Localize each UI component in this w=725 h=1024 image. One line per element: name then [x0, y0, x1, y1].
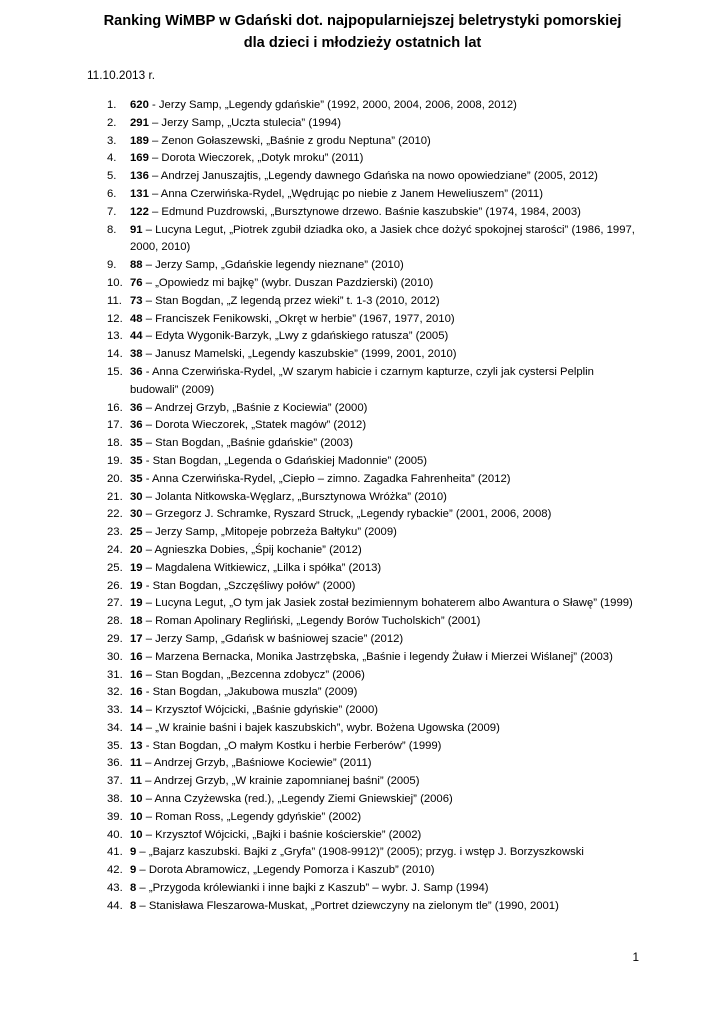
ranking-list-item [0, 862, 725, 880]
list-item-score: 9 [130, 864, 137, 877]
ranking-list-item [0, 791, 725, 809]
list-item-text: – Stan Bogdan, „Baśnie gdańskie” (2003) [142, 437, 353, 450]
ranking-list-item [0, 667, 725, 685]
ranking-list-item [0, 489, 725, 507]
ranking-list-item [0, 435, 725, 453]
list-item-number: 28. [107, 615, 123, 628]
list-item-text: – Andrzej Januszajtis, „Legendy dawnego Gdańska na nowo opowiedziane” (2005, 2012) [148, 170, 598, 183]
ranking-list-item [0, 755, 725, 773]
list-item-number: 13. [107, 330, 123, 343]
ranking-list-item [0, 150, 725, 168]
ranking-list-item [0, 311, 725, 329]
list-item-score: 11 [130, 775, 142, 788]
ranking-list-item [0, 417, 725, 435]
list-item-number: 1. [107, 99, 117, 111]
list-item-text: – Grzegorz J. Schramke, Ryszard Struck, „Legendy rybackie” (2001, 2006, 2008) [142, 508, 552, 521]
list-item-score: 73 [130, 294, 143, 307]
list-item-number: 29. [107, 632, 123, 645]
list-item-number: 44. [107, 899, 123, 912]
list-item-score: 16 [130, 686, 143, 699]
list-item-score: 11 [130, 757, 142, 770]
list-item-score: 48 [130, 312, 143, 325]
list-item-score: 17 [130, 632, 143, 645]
ranking-list-item [0, 578, 725, 596]
list-item-number: 23. [107, 526, 123, 539]
list-item-text: – Dorota Abramowicz, „Legendy Pomorza i Kaszub” (2010) [136, 864, 435, 877]
list-item-score: 9 [130, 846, 137, 859]
list-item-score: 35 [130, 472, 143, 485]
list-item-number: 19. [107, 454, 123, 467]
list-item-number: 26. [107, 579, 123, 592]
ranking-list-item [0, 257, 725, 275]
list-item-number: 8. [107, 223, 117, 236]
document-date: 11.10.2013 r. [87, 68, 155, 82]
list-item-score: 10 [130, 828, 143, 841]
list-item-text: - Stan Bogdan, „Jakubowa muszla” (2009) [142, 686, 358, 699]
ranking-list-item [0, 293, 725, 311]
title-line-2: dla dzieci i młodzieży ostatnich lat [243, 34, 482, 51]
ranking-list-item [0, 275, 725, 293]
ranking-list-item [0, 400, 725, 418]
list-item-number: 21. [107, 490, 123, 503]
page-number: 1 [632, 950, 639, 964]
ranking-list-item [0, 560, 725, 578]
ranking-list-item [0, 364, 725, 400]
list-item-text: – Jolanta Nitkowska-Węglarz, „Bursztynowa Wróżka” (2010) [142, 490, 447, 503]
list-item-score: 8 [130, 882, 137, 895]
list-item-score: 36 [130, 401, 143, 414]
list-item-text: – Andrzej Grzyb, „Baśniowe Kociewie” (2011) [141, 757, 372, 770]
list-item-score: 19 [130, 561, 143, 574]
list-item-score: 35 [130, 454, 143, 467]
list-item-text: - Stan Bogdan, „O małym Kostku i herbie Ferberów” (1999) [142, 739, 442, 752]
list-item-number: 38. [107, 793, 123, 806]
ranking-list-item [0, 133, 725, 151]
list-item-score: 189 [130, 134, 149, 147]
list-item-number: 6. [107, 187, 117, 200]
list-item-text: – „W krainie baśni i bajek kaszubskich”, wybr. Bożena Ugowska (2009) [142, 721, 500, 734]
list-item-score: 8 [130, 899, 137, 912]
ranking-list-item [0, 773, 725, 791]
ranking-list-item [0, 186, 725, 204]
list-item-number: 25. [107, 561, 123, 574]
ranking-list-item [0, 631, 725, 649]
ranking-list-item [0, 471, 725, 489]
list-item-text: – Jerzy Samp, „Gdańsk w baśniowej szacie” (2012) [142, 632, 404, 645]
list-item-score: 35 [130, 437, 143, 450]
ranking-list-item [0, 738, 725, 756]
list-item-text: – Roman Apolinary Regliński, „Legendy Borów Tucholskich” (2001) [142, 615, 481, 628]
list-item-text: – Franciszek Fenikowski, „Okręt w herbie” (1967, 1977, 2010) [142, 312, 455, 325]
list-item-number: 22. [107, 508, 123, 521]
ranking-list-item [0, 898, 725, 916]
list-item-text: – Andrzej Grzyb, „W krainie zapomnianej baśni” (2005) [141, 775, 420, 788]
ranking-list-item [0, 827, 725, 845]
list-item-score: 16 [130, 650, 143, 663]
list-item-text: - Anna Czerwińska-Rydel, „W szarym habicie i czarnym kapturze, czyli jak cystersi Pelplin budowali” (2009) [130, 365, 594, 396]
list-item-text: - Stan Bogdan, „Legenda o Gdańskiej Madonnie” (2005) [142, 454, 428, 467]
list-item-number: 3. [107, 134, 117, 147]
list-item-number: 5. [107, 170, 117, 183]
list-item-number: 30. [107, 650, 123, 663]
list-item-score: 291 [130, 116, 149, 129]
list-item-text: – Roman Ross, „Legendy gdyńskie” (2002) [142, 810, 362, 823]
ranking-list-item [0, 204, 725, 222]
list-item-number: 2. [107, 116, 117, 129]
list-item-number: 15. [107, 365, 123, 378]
list-item-number: 42. [107, 864, 123, 877]
list-item-score: 16 [130, 668, 143, 681]
list-item-text: - Anna Czerwińska-Rydel, „Ciepło – zimno. Zagadka Fahrenheita” (2012) [142, 472, 511, 485]
list-item-number: 40. [107, 828, 123, 841]
list-item-number: 20. [107, 472, 123, 485]
ranking-list-item [0, 684, 725, 702]
list-item-score: 13 [130, 739, 143, 752]
list-item-score: 30 [130, 508, 143, 521]
ranking-list-item [0, 115, 725, 133]
list-item-text: – Dorota Wieczorek, „Dotyk mroku” (2011) [148, 152, 364, 165]
list-item-number: 32. [107, 686, 123, 699]
list-item-number: 17. [107, 419, 123, 432]
list-item-score: 30 [130, 490, 143, 503]
ranking-list [0, 97, 725, 916]
ranking-list-item [0, 222, 725, 258]
ranking-list-item [0, 346, 725, 364]
ranking-list-item [0, 880, 725, 898]
list-item-text: – „Przygoda królewianki i inne bajki z Kaszub” – wybr. J. Samp (1994) [136, 882, 489, 895]
list-item-score: 122 [130, 205, 149, 218]
list-item-text: – Krzysztof Wójcicki, „Bajki i baśnie kościerskie” (2002) [142, 828, 422, 841]
list-item-number: 43. [107, 882, 123, 895]
ranking-list-item [0, 595, 725, 613]
list-item-text: – Stan Bogdan, „Z legendą przez wieki” t. 1-3 (2010, 2012) [142, 294, 440, 307]
list-item-score: 25 [130, 526, 143, 539]
list-item-text: – Lucyna Legut, „O tym jak Jasiek został bezimiennym bohaterem albo Awantura o Sławę” (1999) [142, 597, 633, 610]
list-item-text: – Andrzej Grzyb, „Baśnie z Kociewia” (2000) [142, 401, 368, 414]
list-item-number: 24. [107, 543, 123, 556]
list-item-text: – Anna Czerwińska-Rydel, „Wędrując po niebie z Janem Heweliuszem” (2011) [148, 187, 543, 200]
list-item-number: 12. [107, 312, 123, 325]
list-item-score: 19 [130, 579, 143, 592]
ranking-list-item [0, 168, 725, 186]
ranking-list-item [0, 844, 725, 862]
ranking-list-item [0, 702, 725, 720]
ranking-list-item [0, 720, 725, 738]
list-item-text: – Magdalena Witkiewicz, „Lilka i spółka” (2013) [142, 561, 382, 574]
ranking-list-item [0, 613, 725, 631]
list-item-score: 44 [130, 330, 143, 343]
document-title [60, 11, 665, 54]
list-item-number: 41. [107, 846, 123, 859]
list-item-text: – „Opowiedz mi bajkę” (wybr. Duszan Pazdzierski) (2010) [142, 276, 434, 289]
list-item-text: – Krzysztof Wójcicki, „Baśnie gdyńskie” (2000) [142, 704, 379, 717]
list-item-text: - Jerzy Samp, „Legendy gdańskie” (1992, 2000, 2004, 2006, 2008, 2012) [148, 99, 517, 111]
list-item-score: 36 [130, 365, 143, 378]
ranking-list-item [0, 328, 725, 346]
list-item-number: 10. [107, 276, 123, 289]
list-item-text: – Janusz Mamelski, „Legendy kaszubskie” (1999, 2001, 2010) [142, 348, 457, 361]
list-item-text: – Edmund Puzdrowski, „Bursztynowe drzewo. Baśnie kaszubskie” (1974, 1984, 2003) [148, 205, 581, 218]
list-item-text: – „Bajarz kaszubski. Bajki z „Gryfa” (1908-9912)” (2005); przyg. i wstęp J. Borzyszkowski [136, 846, 584, 859]
list-item-score: 91 [130, 223, 143, 236]
list-item-score: 169 [130, 152, 149, 165]
list-item-text: – Lucyna Legut, „Piotrek zgubił dziadka oko, a Jasiek chce dożyć spokojnej starości” (1986, 1997, 2000, 2010) [130, 223, 635, 254]
list-item-text: – Jerzy Samp, „Uczta stulecia” (1994) [148, 116, 341, 129]
list-item-score: 136 [130, 170, 149, 183]
ranking-list-item [0, 97, 725, 115]
list-item-score: 14 [130, 704, 143, 717]
ranking-list-item [0, 453, 725, 471]
list-item-score: 20 [130, 543, 143, 556]
list-item-number: 35. [107, 739, 123, 752]
list-item-score: 88 [130, 259, 143, 272]
ranking-list-item [0, 506, 725, 524]
list-item-score: 10 [130, 793, 143, 806]
list-item-score: 36 [130, 419, 143, 432]
list-item-number: 34. [107, 721, 123, 734]
title-line-1: Ranking WiMBP w Gdański dot. najpopularniejszej beletrystyki pomorskiej [103, 13, 622, 29]
list-item-score: 10 [130, 810, 143, 823]
list-item-text: – Marzena Bernacka, Monika Jastrzębska, „Baśnie i legendy Żuław i Mierzei Wiślanej” (2003) [142, 650, 613, 663]
list-item-number: 39. [107, 810, 123, 823]
list-item-text: – Stan Bogdan, „Bezcenna zdobycz” (2006) [142, 668, 365, 681]
list-item-number: 11. [107, 294, 122, 307]
list-item-text: – Zenon Gołaszewski, „Baśnie z grodu Neptuna” (2010) [148, 134, 431, 147]
list-item-score: 14 [130, 721, 143, 734]
list-item-number: 18. [107, 437, 123, 450]
list-item-text: – Edyta Wygonik-Barzyk, „Lwy z gdańskiego ratusza” (2005) [142, 330, 449, 343]
list-item-text: – Agnieszka Dobies, „Śpij kochanie” (2012) [142, 543, 362, 556]
list-item-text: – Jerzy Samp, „Gdańskie legendy nieznane” (2010) [142, 259, 404, 272]
list-item-text: – Jerzy Samp, „Mitopeje pobrzeża Bałtyku” (2009) [142, 526, 397, 539]
list-item-number: 37. [107, 775, 123, 788]
list-item-number: 4. [107, 152, 117, 165]
list-item-text: – Stanisława Fleszarowa-Muskat, „Portret dziewczyny na zielonym tle” (1990, 2001) [136, 899, 559, 912]
list-item-text: – Dorota Wieczorek, „Statek magów” (2012) [142, 419, 367, 432]
list-item-number: 33. [107, 704, 123, 717]
ranking-list-item [0, 809, 725, 827]
list-item-score: 38 [130, 348, 143, 361]
list-item-score: 18 [130, 615, 143, 628]
list-item-score: 76 [130, 276, 143, 289]
ranking-list-item [0, 649, 725, 667]
ranking-list-item [0, 524, 725, 542]
list-item-score: 19 [130, 597, 143, 610]
list-item-text: - Stan Bogdan, „Szczęśliwy połów” (2000) [142, 579, 356, 592]
list-item-score: 131 [130, 187, 149, 200]
list-item-number: 16. [107, 401, 123, 414]
list-item-number: 14. [107, 348, 123, 361]
list-item-number: 7. [107, 205, 117, 218]
list-item-number: 36. [107, 757, 123, 770]
list-item-number: 31. [107, 668, 123, 681]
list-item-number: 9. [107, 259, 117, 272]
list-item-text: – Anna Czyżewska (red.), „Legendy Ziemi Gniewskiej” (2006) [142, 793, 453, 806]
list-item-number: 27. [107, 597, 123, 610]
list-item-score: 620 [130, 99, 149, 111]
ranking-list-item [0, 542, 725, 560]
